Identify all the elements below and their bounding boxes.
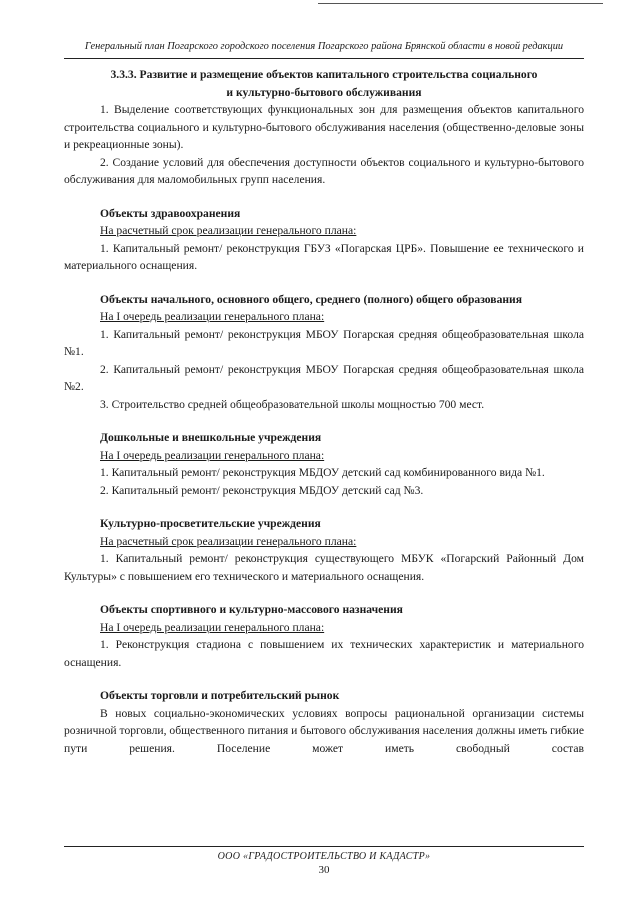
culture-stage: На расчетный срок реализации генерального плана:	[100, 534, 357, 548]
preschool-heading: Дошкольные и внешкольные учреждения	[100, 431, 322, 444]
health-item-1: 1. Капитальный ремонт/ реконструкция ГБУЗ «Погарская ЦРБ». Повышение ее технического и материального оснащения.	[64, 241, 584, 272]
page-number: 30	[318, 864, 330, 876]
preschool-item-1: 1. Капитальный ремонт/ реконструкция МБДОУ детский сад комбинированного вида №1.	[100, 466, 545, 479]
health-heading: Объекты здравоохранения	[100, 206, 241, 220]
health-stage: На расчетный срок реализации генерального плана:	[100, 224, 357, 237]
sport-heading: Объекты спортивного и культурно-массового назначения	[100, 603, 403, 616]
header-rule	[64, 58, 584, 59]
top-scan-line	[318, 3, 603, 4]
preschool-stage: На I очередь реализации генерального плана:	[100, 448, 325, 462]
footer-organization: ООО «ГРАДОСТРОИТЕЛЬСТВО И КАДАСТР»	[217, 851, 431, 862]
section-title-line-1: 3.3.3. Развитие и размещение объектов капитального строительства социального	[110, 68, 538, 81]
intro-item-2: 2. Создание условий для обеспечения доступности объектов социального и культурно-бытового обслуживания для маломобильных групп населения.	[64, 155, 584, 186]
sport-stage: На I очередь реализации генерального плана:	[100, 620, 325, 634]
education-item-1: 1. Капитальный ремонт/ реконструкция МБОУ Погарская средняя общеобразовательная школа №1.	[64, 327, 584, 358]
trade-text: В новых социально-экономических условиях вопросы рациональной организации системы розничной торговли, общественного питания и бытового обслуживания населения должны иметь гибкие пути решения. Поселение может иметь свободный состав	[64, 706, 584, 755]
page-content	[64, 66, 584, 757]
education-heading: Объекты начального, основного общего, среднего (полного) общего образования	[100, 292, 522, 306]
education-item-3: 3. Строительство средней общеобразовательной школы мощностью 700 мест.	[100, 397, 485, 411]
trade-heading: Объекты торговли и потребительский рынок	[100, 689, 340, 702]
education-item-2: 2. Капитальный ремонт/ реконструкция МБОУ Погарская средняя общеобразовательная школа №2.	[64, 362, 584, 393]
intro-item-1: 1. Выделение соответствующих функциональных зон для размещения объектов капитального строительства социального и культурно-бытового обслуживания населения (общественно-деловые зоны и рекреационные зоны).	[64, 103, 584, 151]
section-title-line-2: и культурно-бытового обслуживания	[226, 85, 422, 99]
running-header: Генеральный план Погарского городского поселения Погарского района Брянской области в новой редакции	[84, 41, 564, 52]
culture-heading: Культурно-просветительские учреждения	[100, 517, 321, 530]
sport-item-1: 1. Реконструкция стадиона с повышением их технических характеристик и материального оснащения.	[64, 638, 584, 669]
footer-rule	[64, 846, 584, 847]
education-stage: На I очередь реализации генерального плана:	[100, 310, 325, 323]
preschool-item-2: 2. Капитальный ремонт/ реконструкция МБДОУ детский сад №3.	[100, 483, 424, 497]
culture-item-1: 1. Капитальный ремонт/ реконструкция существующего МБУК «Погарский Районный Дом Культуры» с повышением его технического и материального оснащения.	[64, 552, 584, 583]
